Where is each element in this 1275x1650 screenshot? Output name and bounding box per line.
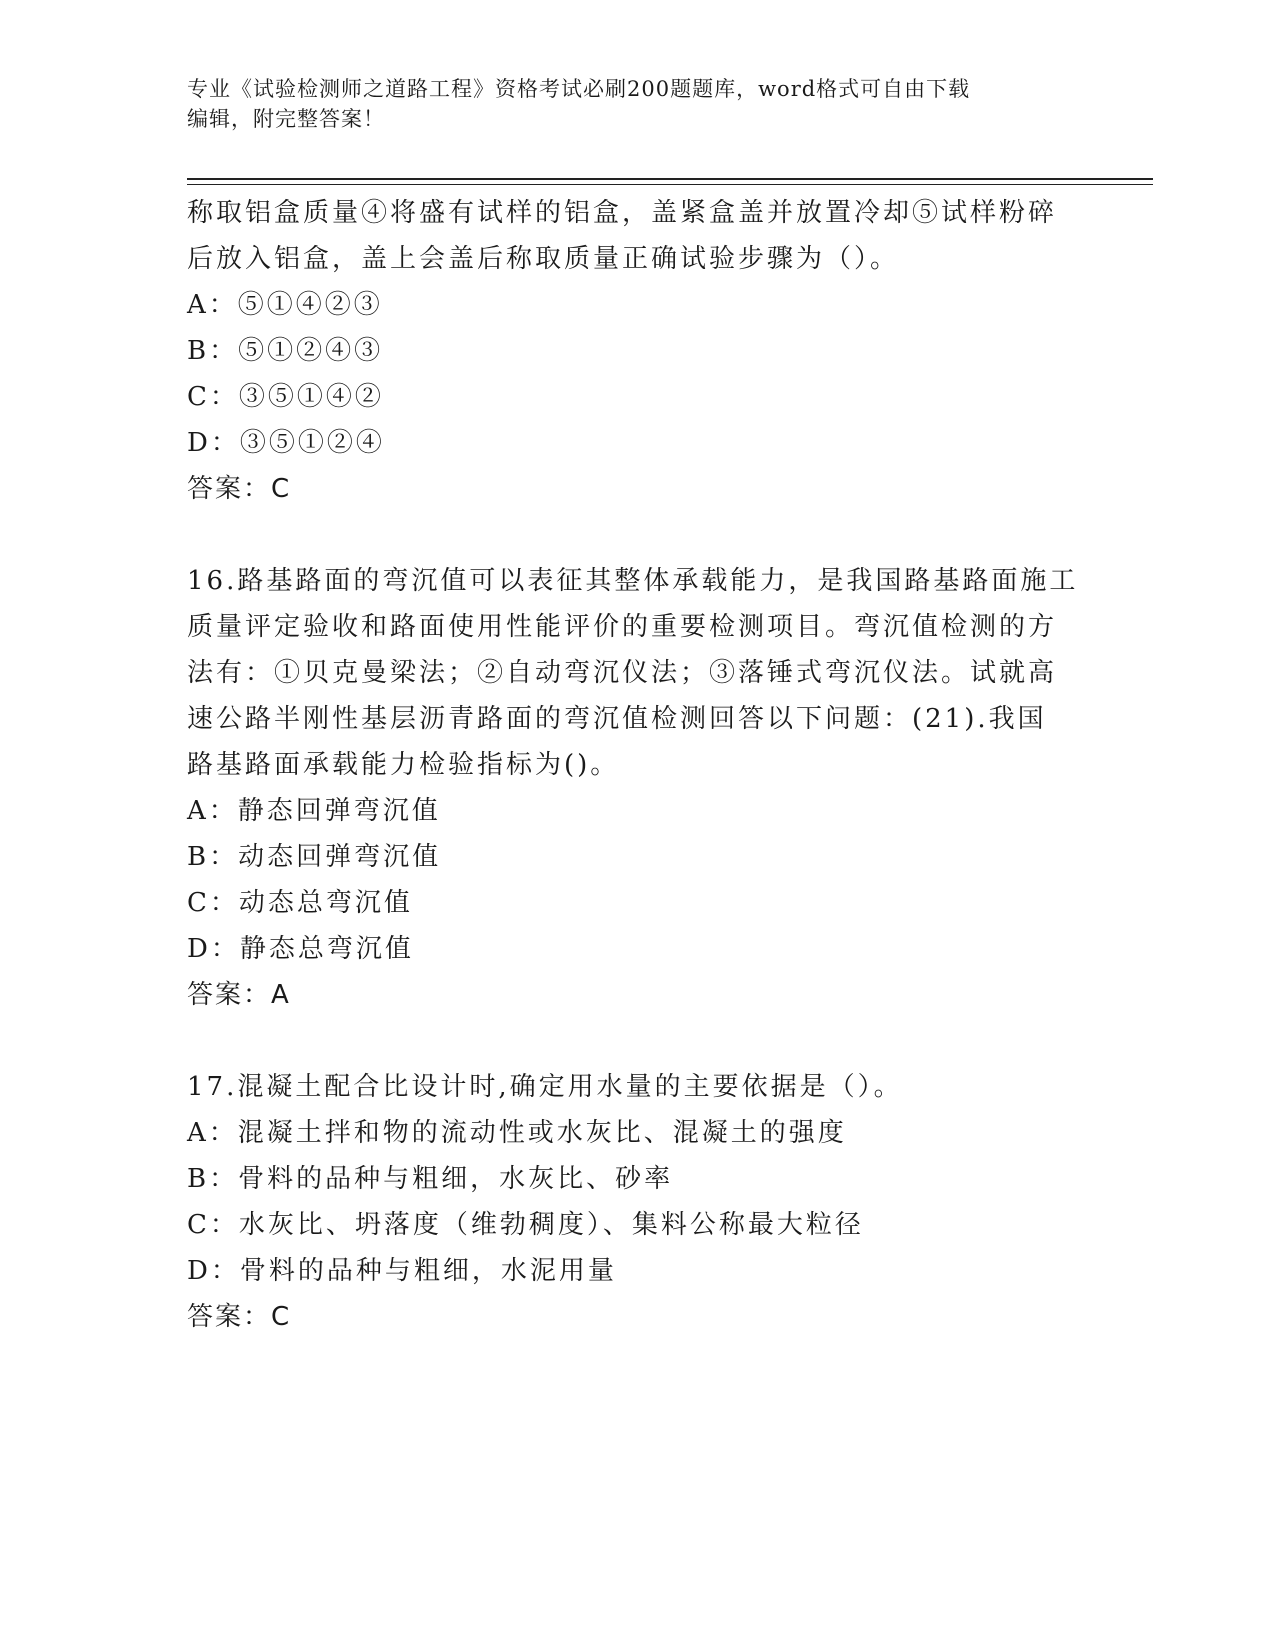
question-stem-line: 后放入铝盒，盖上会盖后称取质量正确试验步骤为（）。 bbox=[187, 244, 900, 274]
header-line-1: 专业《试验检测师之道路工程》资格考试必刷200题题库，word格式可自由下载 bbox=[187, 77, 971, 101]
question-stem-line: 16.路基路面的弯沉值可以表征其整体承载能力，是我国路基路面施工 bbox=[187, 566, 1079, 596]
option-d: D：静态总弯沉值 bbox=[187, 934, 414, 964]
header-line-2: 编辑，附完整答案！ bbox=[187, 107, 385, 131]
question-stem-line: 质量评定验收和路面使用性能评价的重要检测项目。弯沉值检测的方 bbox=[187, 612, 1058, 642]
answer-line: 答案：C bbox=[187, 1302, 292, 1332]
option-a: A：静态回弹弯沉值 bbox=[187, 796, 441, 826]
option-a: A：混凝土拌和物的流动性或水灰比、混凝土的强度 bbox=[187, 1118, 847, 1148]
document-header bbox=[187, 74, 1067, 134]
option-b: B：⑤①②④③ bbox=[187, 336, 384, 366]
option-c: C：③⑤①④② bbox=[187, 382, 384, 412]
option-c: C：动态总弯沉值 bbox=[187, 888, 413, 918]
option-b: B：动态回弹弯沉值 bbox=[187, 842, 442, 872]
header-divider-thin bbox=[187, 184, 1153, 185]
option-d: D：骨料的品种与粗细，水泥用量 bbox=[187, 1256, 617, 1286]
option-d: D：③⑤①②④ bbox=[187, 428, 385, 458]
question-stem-line: 路基路面承载能力检验指标为()。 bbox=[187, 750, 620, 780]
question-stem-line: 速公路半刚性基层沥青路面的弯沉值检测回答以下问题：(21).我国 bbox=[187, 704, 1047, 734]
header-divider-thick bbox=[187, 178, 1153, 180]
question-stem-line: 称取铝盒质量④将盛有试样的铝盒，盖紧盒盖并放置冷却⑤试样粉碎 bbox=[187, 198, 1058, 228]
question-list bbox=[187, 190, 1087, 1340]
question-stem-line: 法有：①贝克曼梁法；②自动弯沉仪法；③落锤式弯沉仪法。试就高 bbox=[187, 658, 1058, 688]
option-c: C：水灰比、坍落度（维勃稠度）、集料公称最大粒径 bbox=[187, 1210, 864, 1240]
spacer bbox=[187, 512, 1087, 558]
option-b: B：骨料的品种与粗细，水灰比、砂率 bbox=[187, 1164, 674, 1194]
answer-line: 答案：C bbox=[187, 474, 292, 504]
question-16 bbox=[187, 558, 1087, 1018]
option-a: A：⑤①④②③ bbox=[187, 290, 383, 320]
question-17 bbox=[187, 1064, 1087, 1340]
question-15 bbox=[187, 190, 1087, 512]
answer-line: 答案：A bbox=[187, 980, 291, 1010]
question-stem-line: 17.混凝土配合比设计时,确定用水量的主要依据是（）。 bbox=[187, 1072, 903, 1102]
spacer bbox=[187, 1018, 1087, 1064]
